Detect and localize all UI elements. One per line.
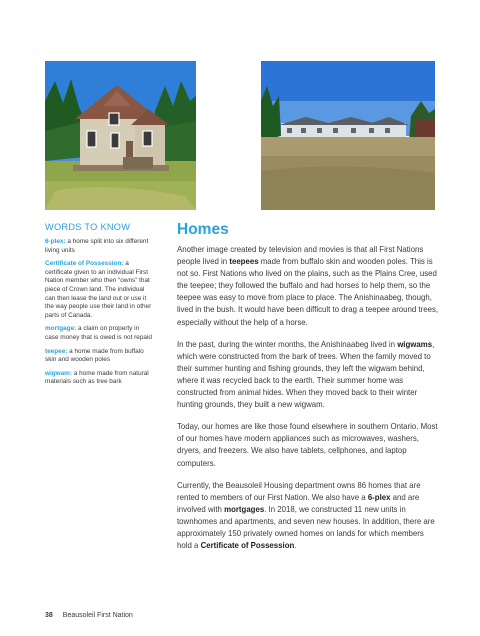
glossary-definition: a home made from natural materials such as tree bark bbox=[45, 369, 149, 386]
keyword-mortgages: mortgages bbox=[224, 504, 265, 514]
paragraph-text: made from buffalo skin and wooden poles. This is not so. First Nations who lived on the plains, such as the Plains Cree, used the teepee; they followed the buffalo and had horses to help them, so the teepee was easy to move from place to place. The Anishinaabeg, though, lived in the bush. It would have been difficult to drag a teepee around trees, especially without the help of a horse. bbox=[177, 257, 439, 327]
paragraph-text: , which were constructed from the bark of trees. When the family moved to their summer hunting and fishing grounds, they left the wigwam behind, where it was recycled back to the earth. Their summer home was constructed from animal hides. When they moved back to their winter hunting grounds, they built a new wigwam. bbox=[177, 339, 435, 410]
paragraph-wigwams bbox=[177, 339, 439, 412]
glossary-definition: a home split into six different living units bbox=[45, 238, 149, 254]
glossary-word: mortgage: bbox=[45, 325, 77, 333]
page-number: 38 bbox=[45, 612, 53, 619]
paragraph-teepees bbox=[177, 244, 439, 329]
paragraph-text: . In 2018, we constructed 11 new units in townhomes and apartments, and seven new houses. In addition, there are approximately 150 privately owned homes on lands for which members hold a bbox=[177, 504, 435, 551]
glossary-term bbox=[45, 260, 153, 320]
keyword-certificate: Certificate of Possession bbox=[200, 541, 295, 551]
homes-article bbox=[177, 221, 439, 562]
paragraph-text: . bbox=[294, 541, 297, 551]
paragraph-text: Currently, the Beausoleil Housing department owns 86 homes that are rented to members of our First Nation. We also have a bbox=[177, 480, 421, 502]
article-heading: Homes bbox=[177, 221, 229, 238]
sidebar-title: WORDS TO KNOW bbox=[45, 222, 131, 232]
glossary-term bbox=[45, 370, 153, 387]
glossary-term bbox=[45, 348, 153, 365]
glossary-word: 6-plex: bbox=[45, 238, 66, 245]
page-footer bbox=[45, 611, 133, 620]
paragraph-today: Today, our homes are like those found elsewhere in southern Ontario. Most of our homes have modern appliances such as microwaves, washers, dryers, and freezers. We also have tablets, cellphones, and laptop computers. bbox=[177, 422, 438, 468]
keyword-6-plex: 6-plex bbox=[367, 492, 391, 502]
keyword-wigwams: wigwams bbox=[397, 339, 433, 349]
glossary-word: Certificate of Possession: bbox=[45, 260, 124, 268]
glossary-definition: a claim on property in case money that is owed is not repaid bbox=[45, 325, 152, 341]
glossary-word: wigwam: bbox=[45, 369, 72, 377]
house-photo bbox=[45, 61, 196, 210]
glossary-word: teepee: bbox=[45, 347, 68, 355]
glossary-definition: a home made from buffalo skin and wooden poles bbox=[45, 347, 144, 364]
paragraph-housing bbox=[177, 480, 439, 553]
keyword-teepees: teepees bbox=[229, 257, 259, 267]
glossary-definition: a certificate given to an individual First Nation member who then “owns” that piece of Crown land. The individual can then lease the land out or use it the way people use their land in other parts of Canada. bbox=[45, 260, 152, 319]
words-to-know-sidebar bbox=[45, 222, 153, 392]
paragraph-text: and are involved with bbox=[177, 492, 420, 514]
townhomes-photo bbox=[261, 61, 435, 210]
paragraph-text: Another image created by television and movies is that all First Nations people lived in bbox=[177, 245, 424, 267]
paragraph-text: In the past, during the winter months, the Anishinaabeg lived in bbox=[177, 339, 398, 349]
glossary-term bbox=[45, 238, 153, 255]
publication-name: Beausoleil First Nation bbox=[62, 612, 133, 619]
glossary-term bbox=[45, 325, 153, 342]
